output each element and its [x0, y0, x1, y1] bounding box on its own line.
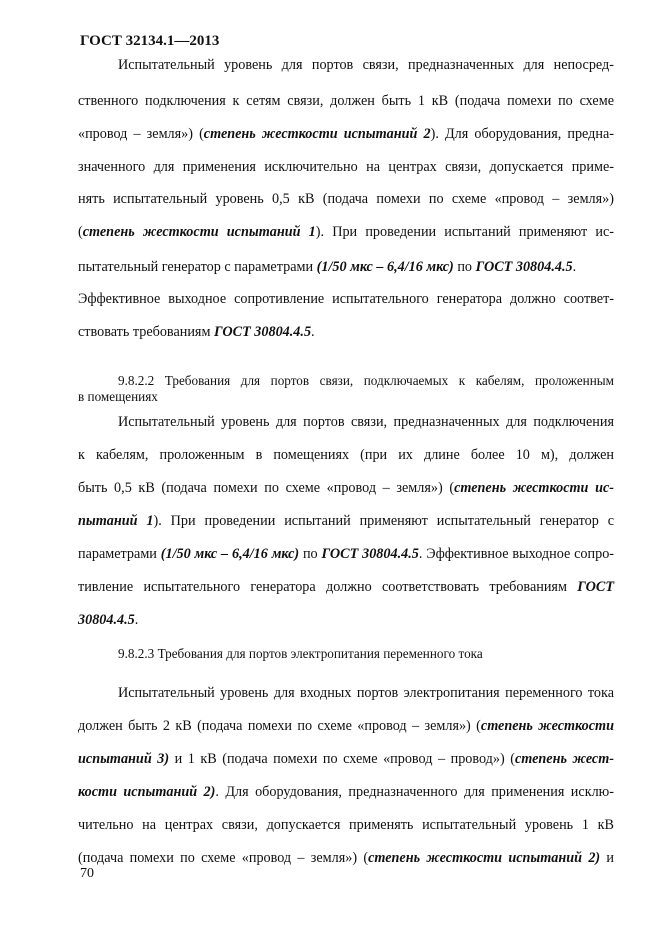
text-line: значенного для применения исключительно на центрах связи, допускается приме- — [78, 159, 614, 175]
emphasis: степень жесткости ис- — [454, 480, 614, 496]
text-line: Испытательный уровень для портов связи, предназначенных для непосред- — [118, 57, 614, 73]
text-line: ственного подключения к сетям связи, должен быть 1 кВ (подача помехи по схеме — [78, 93, 614, 109]
standard-ref: 30804.4.5 — [78, 612, 135, 628]
text-line: параметрами (1/50 мкс – 6,4/16 мкс) по ГОСТ 30804.4.5. Эффективное выходное сопро- — [78, 546, 615, 562]
section-heading-cont: в помещениях — [78, 389, 158, 404]
text-line: нять испытательный уровень 0,5 кВ (подача помехи по схеме «провод – земля») — [78, 191, 614, 207]
text-line: «провод – земля») (степень жесткости испытаний 2). Для оборудования, предна- — [78, 126, 614, 142]
emphasis: степень жесткости испытаний 2) — [368, 850, 601, 866]
emphasis: кости испытаний 2) — [78, 784, 216, 800]
section-heading: 9.8.2.2 Требования для портов связи, подключаемых к кабелям, проложенным — [118, 373, 614, 388]
emphasis: степень жесткости испытаний 2 — [203, 126, 431, 142]
text-line: должен быть 2 кВ (подача помехи по схеме «провод – земля») (степень жесткости — [78, 718, 614, 734]
emphasis: пытаний 1 — [78, 513, 154, 529]
text-line: кости испытаний 2). Для оборудования, предназначенного для применения исклю- — [78, 784, 614, 800]
text-line: ствовать требованиям ГОСТ 30804.4.5. — [78, 324, 315, 340]
text-line: к кабелям, проложенным в помещениях (при их длине более 10 м), должен — [78, 447, 614, 463]
text-line: Испытательный уровень для входных портов электропитания переменного тока — [118, 685, 614, 701]
standard-ref: ГОСТ — [577, 579, 614, 595]
emphasis: (1/50 мкс – 6,4/16 мкс) — [316, 259, 454, 275]
text-line: чительно на центрах связи, допускается применять испытательный уровень 1 кВ — [78, 817, 614, 833]
text-line: пытательный генератор с параметрами (1/50 мкс – 6,4/16 мкс) по ГОСТ 30804.4.5. — [78, 259, 577, 275]
page-header: ГОСТ 32134.1—2013 — [80, 33, 220, 49]
emphasis: степень жесткости испытаний 1 — [82, 224, 316, 240]
emphasis: (1/50 мкс – 6,4/16 мкс) — [160, 546, 300, 562]
text-line: Испытательный уровень для портов связи, предназначенных для подключения — [118, 414, 614, 430]
page-number: 70 — [80, 866, 94, 881]
emphasis: испытаний 3) — [78, 751, 170, 767]
standard-ref: ГОСТ 30804.4.5 — [321, 546, 419, 562]
emphasis: степень жесткости — [480, 718, 614, 734]
text-line: тивление испытательного генератора должно соответствовать требованиям ГОСТ — [78, 579, 614, 595]
emphasis: степень жест- — [514, 751, 614, 767]
text-line: испытаний 3) и 1 кВ (подача помехи по схеме «провод – провод») (степень жест- — [78, 751, 614, 767]
standard-ref: ГОСТ 30804.4.5 — [475, 259, 573, 275]
text-line: пытаний 1). При проведении испытаний применяют испытательный генератор с — [78, 513, 614, 529]
text-line: быть 0,5 кВ (подача помехи по схеме «провод – земля») (степень жесткости ис- — [78, 480, 614, 496]
text-line: Эффективное выходное сопротивление испытательного генератора должно соответ- — [78, 291, 614, 307]
standard-ref: ГОСТ 30804.4.5 — [213, 324, 312, 340]
text-line: 30804.4.5. — [78, 612, 139, 628]
text-line: (подача помехи по схеме «провод – земля») (степень жесткости испытаний 2) и — [78, 850, 615, 866]
section-heading: 9.8.2.3 Требования для портов электропитания переменного тока — [118, 646, 483, 661]
text-line: (степень жесткости испытаний 1). При проведении испытаний применяют ис- — [78, 224, 614, 240]
